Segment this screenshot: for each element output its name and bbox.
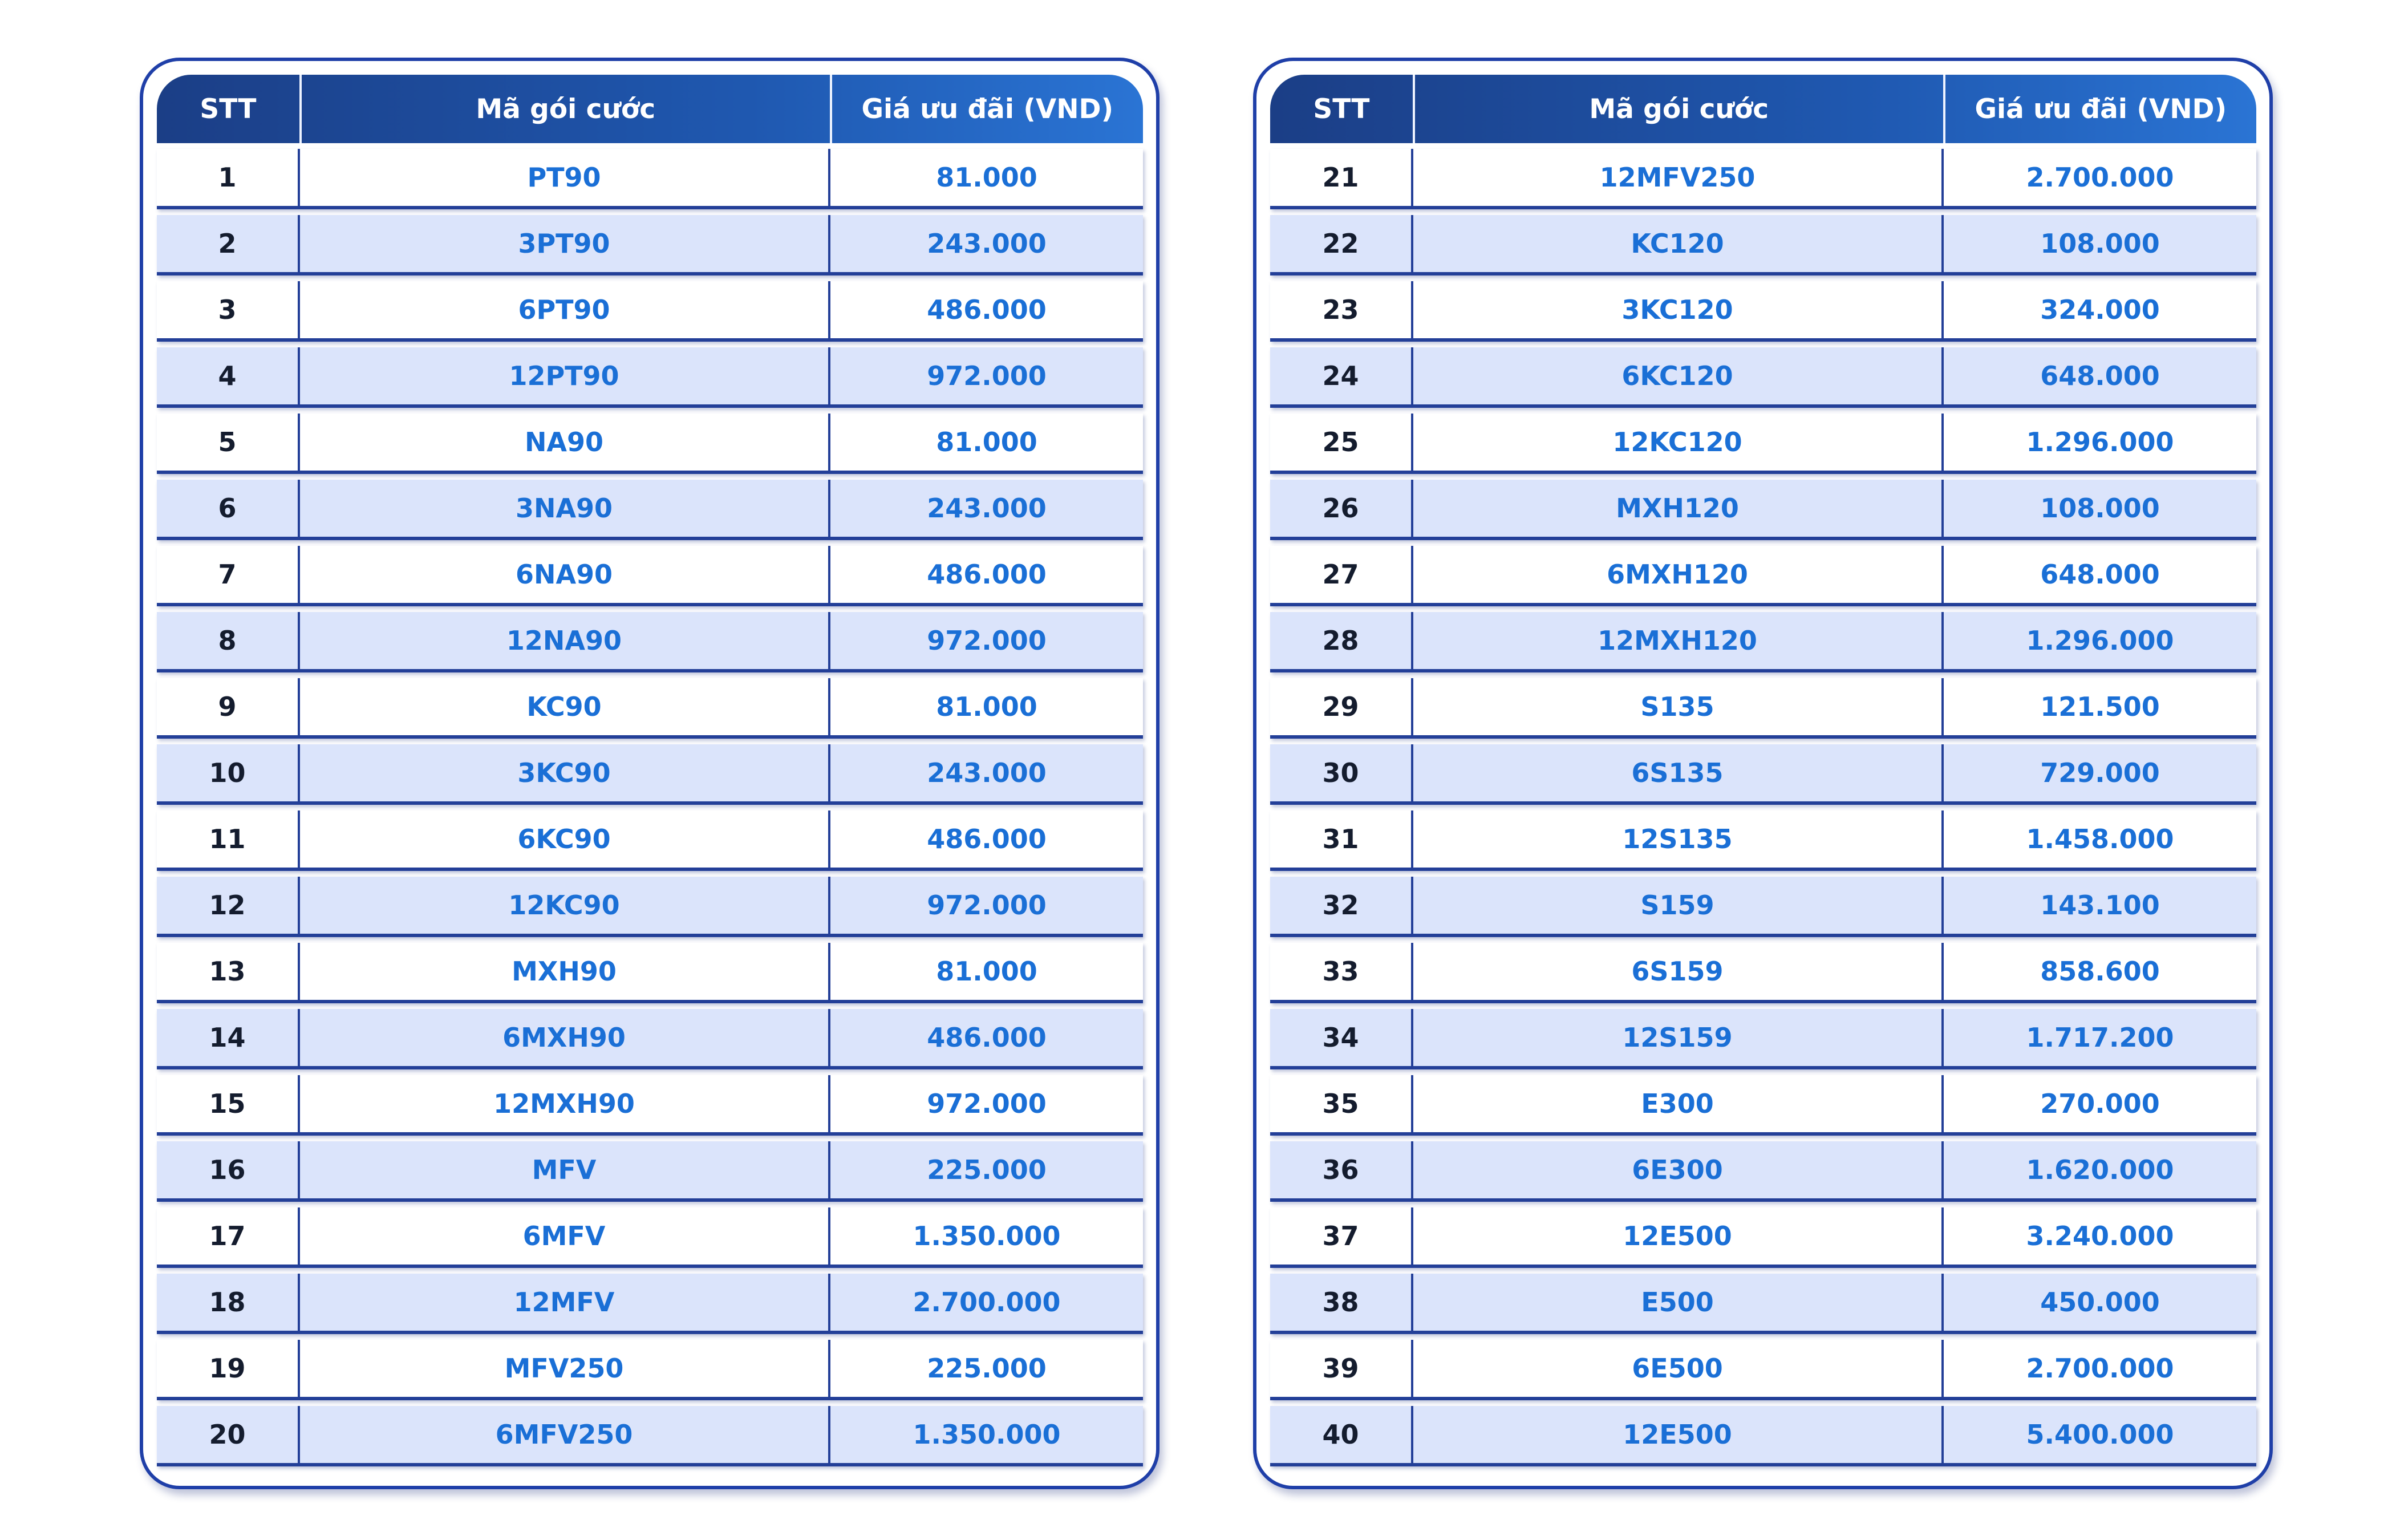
row-stt-cell: 26 [1270, 480, 1413, 537]
row-price-cell: 2.700.000 [2026, 162, 2174, 193]
row-package-code-cell: 6NA90 [300, 546, 830, 603]
row-package-code-cell: 6MFV [300, 1207, 830, 1265]
table-row [157, 1009, 1143, 1069]
price-table-left [157, 75, 1143, 1472]
row-price-cell: 225.000 [927, 1154, 1047, 1185]
row-stt-cell: 3 [157, 281, 300, 338]
row-package-code-cell: 12MFV250 [1413, 149, 1944, 206]
row-package-code-cell: 6MXH90 [300, 1009, 830, 1066]
row-package-code-cell: 12E500 [1413, 1406, 1944, 1463]
row-stt-cell: 37 [1270, 1207, 1413, 1265]
row-stt-cell: 23 [1270, 281, 1413, 338]
header-price: Giá ưu đãi (VND) [1975, 93, 2227, 125]
row-stt-cell: 14 [157, 1009, 300, 1066]
row-price-cell: 486.000 [927, 559, 1047, 590]
table-row [1270, 678, 2256, 739]
table-row [157, 744, 1143, 805]
header-package-code: Mã gói cước [1415, 75, 1945, 143]
table-header [157, 75, 1143, 143]
row-price-cell: 972.000 [927, 1088, 1047, 1119]
row-stt-cell: 5 [157, 414, 300, 471]
table-row [1270, 480, 2256, 540]
row-price-cell: 243.000 [927, 228, 1047, 259]
row-package-code-cell: S159 [1413, 877, 1944, 934]
row-stt-cell: 30 [1270, 744, 1413, 801]
row-package-code-cell: S135 [1413, 678, 1944, 735]
row-package-code-cell: MXH90 [300, 943, 830, 1000]
row-package-code-cell: MFV [300, 1141, 830, 1198]
row-price-cell: 1.717.200 [2026, 1022, 2174, 1053]
table-row [157, 1141, 1143, 1202]
table-row [1270, 744, 2256, 805]
row-stt-cell: 36 [1270, 1141, 1413, 1198]
row-package-code-cell: KC90 [300, 678, 830, 735]
row-package-code-cell: NA90 [300, 414, 830, 471]
table-row [1270, 1406, 2256, 1466]
row-price-cell: 972.000 [927, 360, 1047, 391]
row-package-code-cell: 12MXH120 [1413, 612, 1944, 669]
table-body [1270, 149, 2256, 1466]
row-price-cell: 270.000 [2040, 1088, 2160, 1119]
row-price-cell: 486.000 [927, 824, 1047, 854]
row-price-cell: 1.296.000 [2026, 625, 2174, 656]
header-stt: STT [1270, 75, 1415, 143]
table-row [157, 612, 1143, 672]
row-stt-cell: 17 [157, 1207, 300, 1265]
price-table-panel-right [1253, 58, 2273, 1489]
table-row [157, 215, 1143, 275]
row-package-code-cell: 12E500 [1413, 1207, 1944, 1265]
row-price-cell: 729.000 [2040, 757, 2160, 788]
row-stt-cell: 16 [157, 1141, 300, 1198]
row-package-code-cell: 6E300 [1413, 1141, 1944, 1198]
row-price-cell: 81.000 [936, 162, 1037, 193]
row-stt-cell: 1 [157, 149, 300, 206]
row-package-code-cell: 12MFV [300, 1274, 830, 1331]
row-price-cell: 1.296.000 [2026, 427, 2174, 457]
table-row [157, 1340, 1143, 1400]
row-package-code-cell: 12NA90 [300, 612, 830, 669]
row-stt-cell: 22 [1270, 215, 1413, 272]
row-package-code-cell: 6PT90 [300, 281, 830, 338]
row-price-cell: 1.350.000 [913, 1221, 1061, 1251]
row-price-cell: 121.500 [2040, 691, 2160, 722]
table-row [157, 347, 1143, 408]
row-package-code-cell: 6KC90 [300, 810, 830, 868]
table-row [157, 1207, 1143, 1268]
row-package-code-cell: KC120 [1413, 215, 1944, 272]
row-package-code-cell: 6MFV250 [300, 1406, 830, 1463]
table-row [1270, 414, 2256, 474]
row-stt-cell: 7 [157, 546, 300, 603]
row-price-cell: 108.000 [2040, 228, 2160, 259]
row-stt-cell: 4 [157, 347, 300, 404]
table-row [157, 414, 1143, 474]
table-row [1270, 281, 2256, 342]
row-package-code-cell: 6S159 [1413, 943, 1944, 1000]
row-price-cell: 450.000 [2040, 1287, 2160, 1318]
table-row [157, 877, 1143, 937]
table-row [157, 1406, 1143, 1466]
header-stt: STT [157, 75, 302, 143]
row-package-code-cell: E300 [1413, 1075, 1944, 1132]
table-row [1270, 347, 2256, 408]
row-package-code-cell: 3NA90 [300, 480, 830, 537]
table-row [1270, 877, 2256, 937]
row-package-code-cell: 3PT90 [300, 215, 830, 272]
row-package-code-cell: 6S135 [1413, 744, 1944, 801]
row-stt-cell: 18 [157, 1274, 300, 1331]
row-stt-cell: 31 [1270, 810, 1413, 868]
table-row [1270, 1340, 2256, 1400]
row-stt-cell: 20 [157, 1406, 300, 1463]
row-price-cell: 486.000 [927, 1022, 1047, 1053]
row-stt-cell: 9 [157, 678, 300, 735]
table-row [157, 678, 1143, 739]
table-row [1270, 1207, 2256, 1268]
row-package-code-cell: E500 [1413, 1274, 1944, 1331]
row-stt-cell: 15 [157, 1075, 300, 1132]
row-stt-cell: 34 [1270, 1009, 1413, 1066]
row-price-cell: 972.000 [927, 625, 1047, 656]
row-package-code-cell: 3KC120 [1413, 281, 1944, 338]
row-package-code-cell: 12MXH90 [300, 1075, 830, 1132]
row-stt-cell: 25 [1270, 414, 1413, 471]
row-stt-cell: 28 [1270, 612, 1413, 669]
table-row [157, 480, 1143, 540]
table-row [1270, 1009, 2256, 1069]
row-stt-cell: 19 [157, 1340, 300, 1397]
row-price-cell: 243.000 [927, 493, 1047, 524]
row-package-code-cell: 6E500 [1413, 1340, 1944, 1397]
row-price-cell: 143.100 [2040, 890, 2160, 921]
table-row [157, 1274, 1143, 1334]
row-stt-cell: 35 [1270, 1075, 1413, 1132]
row-price-cell: 243.000 [927, 757, 1047, 788]
table-row [1270, 943, 2256, 1003]
row-price-cell: 648.000 [2040, 360, 2160, 391]
row-stt-cell: 8 [157, 612, 300, 669]
row-price-cell: 108.000 [2040, 493, 2160, 524]
row-price-cell: 972.000 [927, 890, 1047, 921]
row-stt-cell: 24 [1270, 347, 1413, 404]
row-package-code-cell: 12PT90 [300, 347, 830, 404]
table-row [157, 1075, 1143, 1136]
row-stt-cell: 39 [1270, 1340, 1413, 1397]
table-row [1270, 612, 2256, 672]
row-package-code-cell: 12KC120 [1413, 414, 1944, 471]
row-price-cell: 2.700.000 [913, 1287, 1061, 1318]
row-package-code-cell: MFV250 [300, 1340, 830, 1397]
price-table-panel-left [140, 58, 1160, 1489]
row-package-code-cell: 12S159 [1413, 1009, 1944, 1066]
row-price-cell: 5.400.000 [2026, 1419, 2174, 1450]
row-package-code-cell: 6MXH120 [1413, 546, 1944, 603]
row-stt-cell: 10 [157, 744, 300, 801]
table-row [157, 943, 1143, 1003]
table-row [1270, 149, 2256, 209]
row-stt-cell: 11 [157, 810, 300, 868]
row-package-code-cell: 3KC90 [300, 744, 830, 801]
table-body [157, 149, 1143, 1466]
header-price: Giá ưu đãi (VND) [861, 93, 1114, 125]
row-stt-cell: 21 [1270, 149, 1413, 206]
row-stt-cell: 12 [157, 877, 300, 934]
row-price-cell: 1.620.000 [2026, 1154, 2174, 1185]
row-package-code-cell: 12KC90 [300, 877, 830, 934]
row-stt-cell: 40 [1270, 1406, 1413, 1463]
row-stt-cell: 27 [1270, 546, 1413, 603]
table-row [1270, 1141, 2256, 1202]
row-price-cell: 81.000 [936, 427, 1037, 457]
table-row [1270, 1075, 2256, 1136]
table-row [1270, 1274, 2256, 1334]
row-price-cell: 81.000 [936, 956, 1037, 987]
row-stt-cell: 29 [1270, 678, 1413, 735]
row-stt-cell: 33 [1270, 943, 1413, 1000]
row-package-code-cell: 6KC120 [1413, 347, 1944, 404]
header-package-code: Mã gói cước [302, 75, 832, 143]
row-package-code-cell: 12S135 [1413, 810, 1944, 868]
row-price-cell: 648.000 [2040, 559, 2160, 590]
row-stt-cell: 6 [157, 480, 300, 537]
table-row [157, 810, 1143, 871]
row-stt-cell: 13 [157, 943, 300, 1000]
table-row [1270, 546, 2256, 606]
row-price-cell: 1.350.000 [913, 1419, 1061, 1450]
row-price-cell: 858.600 [2040, 956, 2160, 987]
table-row [157, 546, 1143, 606]
row-price-cell: 486.000 [927, 294, 1047, 325]
row-stt-cell: 2 [157, 215, 300, 272]
price-table-right [1270, 75, 2256, 1472]
row-stt-cell: 32 [1270, 877, 1413, 934]
row-stt-cell: 38 [1270, 1274, 1413, 1331]
table-row [157, 281, 1143, 342]
table-row [1270, 810, 2256, 871]
row-price-cell: 1.458.000 [2026, 824, 2174, 854]
row-price-cell: 225.000 [927, 1353, 1047, 1384]
row-package-code-cell: MXH120 [1413, 480, 1944, 537]
row-price-cell: 3.240.000 [2026, 1221, 2174, 1251]
table-row [157, 149, 1143, 209]
row-package-code-cell: PT90 [300, 149, 830, 206]
table-header [1270, 75, 2256, 143]
row-price-cell: 324.000 [2040, 294, 2160, 325]
row-price-cell: 2.700.000 [2026, 1353, 2174, 1384]
row-price-cell: 81.000 [936, 691, 1037, 722]
table-row [1270, 215, 2256, 275]
